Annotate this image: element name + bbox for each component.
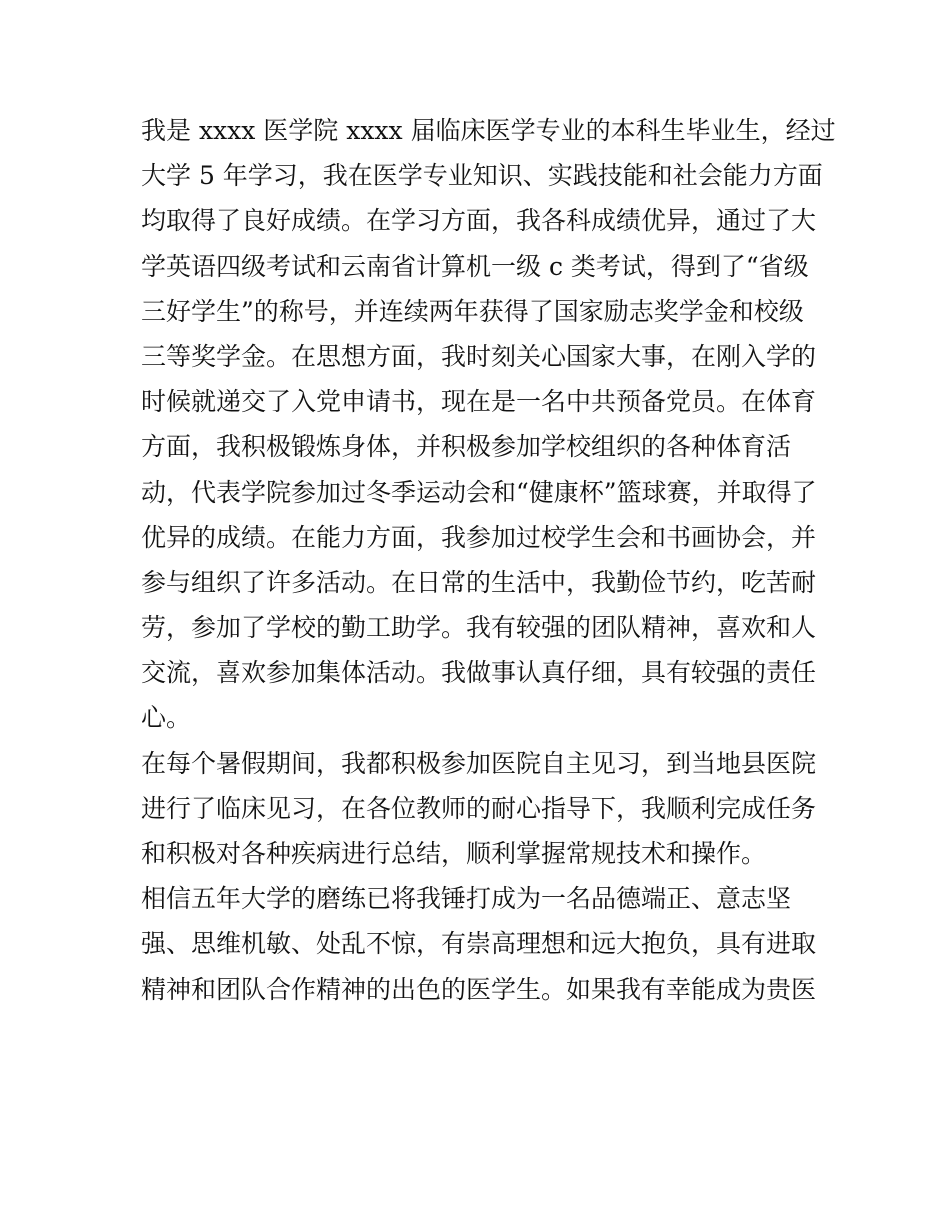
text-line: 我是 xxxx 医学院 xxxx 届临床医学专业的本科生毕业生，经过	[141, 116, 836, 145]
text-line: 动，代表学院参加过冬季运动会和“健康杯”篮球赛，并取得了	[141, 477, 817, 507]
text-line: 三好学生”的称号，并连续两年获得了国家励志奖学金和校级	[141, 296, 804, 326]
text-line: 相信五年大学的磨练已将我锤打成为一名品德端正、意志坚	[141, 884, 792, 914]
text-line: 方面，我积极锻炼身体，并积极参加学校组织的各种体育活	[141, 432, 792, 462]
text-line: 精神和团队合作精神的出色的医学生。如果我有幸能成为贵医	[141, 974, 817, 1004]
text-line: 时候就递交了入党申请书，现在是一名中共预备党员。在体育	[141, 387, 817, 417]
text-line: 进行了临床见习，在各位教师的耐心指导下，我顺利完成任务	[141, 793, 817, 823]
text-line: 交流，喜欢参加集体活动。我做事认真仔细，具有较强的责任	[141, 658, 817, 688]
text-line: 在每个暑假期间，我都积极参加医院自主见习，到当地县医院	[141, 748, 817, 778]
text-line: 劳，参加了学校的勤工助学。我有较强的团队精神，喜欢和人	[141, 613, 817, 643]
text-line: 强、思维机敏、处乱不惊，有崇高理想和远大抱负，具有进取	[141, 929, 817, 959]
text-line: 大学 5 年学习，我在医学专业知识、实践技能和社会能力方面	[141, 161, 823, 191]
text-line: 优异的成绩。在能力方面，我参加过校学生会和书画协会，并	[141, 522, 817, 552]
text-line: 心。	[141, 703, 192, 733]
text-line: 均取得了良好成绩。在学习方面，我各科成绩优异，通过了大	[141, 206, 817, 236]
body-text	[141, 108, 836, 1012]
text-line: 和积极对各种疾病进行总结，顺利掌握常规技术和操作。	[141, 839, 767, 868]
text-line: 参与组织了许多活动。在日常的生活中，我勤俭节约，吃苦耐	[141, 567, 817, 597]
text-line: 学英语四级考试和云南省计算机一级 c 类考试，得到了“省级	[141, 251, 809, 281]
text-line: 三等奖学金。在思想方面，我时刻关心国家大事，在刚入学的	[141, 341, 817, 371]
